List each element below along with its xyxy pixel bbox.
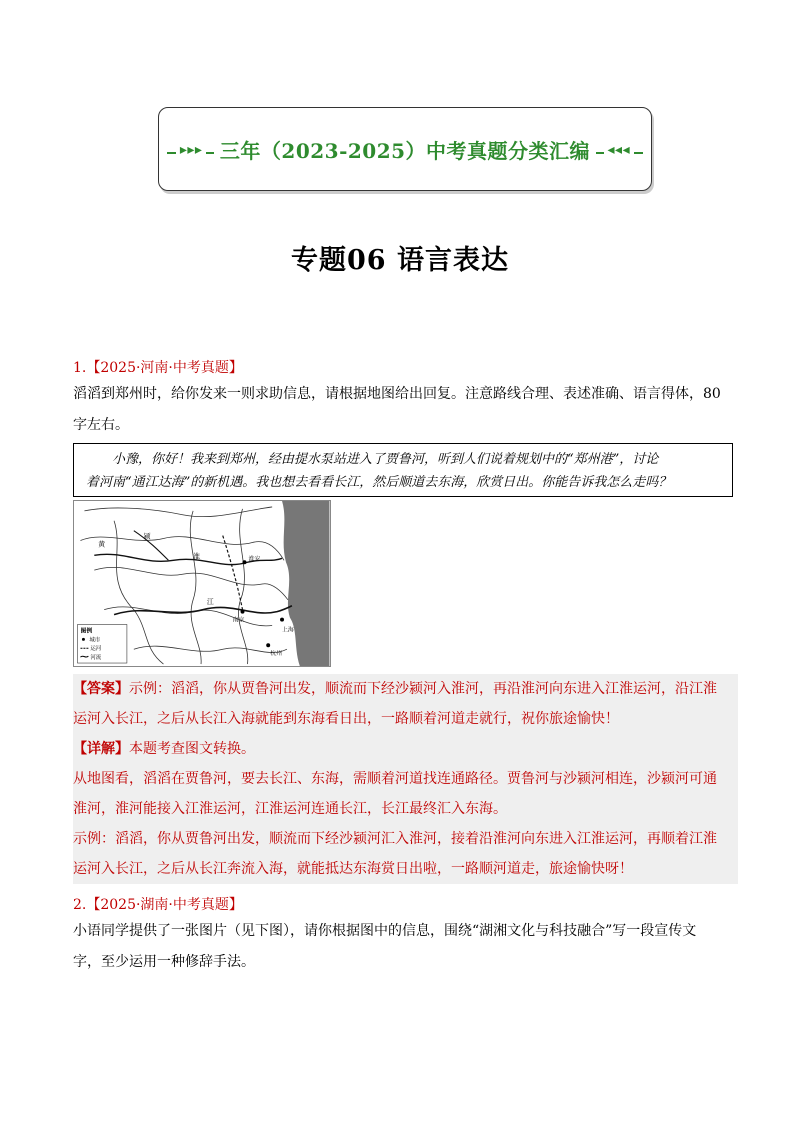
map-label-huang: 黄: [98, 540, 106, 549]
detail-line-3: 示例：滔滔，你从贾鲁河出发，顺流而下经沙颍河汇入淮河，接着沿淮河向东进入江淮运河，再顺着江淮: [73, 831, 717, 847]
legend-river: 河流: [90, 655, 102, 662]
city-dot: [266, 643, 270, 647]
banner-title: 三年（2023-2025）中考真题分类汇编: [214, 135, 596, 164]
answer-line-1: [73, 674, 738, 704]
question-1-heading: 1.【2025·河南·中考真题】: [73, 360, 243, 376]
question-2-prompt-line2: 字，至少运用一种修辞手法。: [73, 954, 255, 970]
arrow-left-icon: ◂◂◂: [604, 142, 635, 158]
map-label-jiang: 江: [206, 597, 214, 606]
question-1-prompt-line2: 字左右。: [73, 417, 129, 433]
map-label-huai: 淮: [193, 552, 201, 561]
question-2-heading: 2.【2025·湖南·中考真题】: [73, 897, 243, 913]
answer-line-2: 运河入长江，之后从长江入海就能到东海看日出，一路顺着河道走就行，祝你旅途愉快！: [73, 711, 619, 727]
quote-line2: 着河南“通江达海”的新机遇。我也想去看看长江，然后顺道去东海，欣赏日出。你能告诉我怎么走吗？: [86, 475, 672, 490]
map-label-hangzhou: 杭州: [270, 651, 283, 658]
river-map: [73, 500, 331, 667]
detail-tag: 【详解】: [73, 741, 129, 757]
detail-line-2: 淮河，淮河能接入江淮运河，江淮运河连通长江，长江最终汇入东海。: [73, 801, 507, 817]
page-title: 专题06 语言表达: [291, 245, 509, 276]
banner-title-row: [159, 135, 651, 164]
answer-tag: 【答案】: [73, 681, 129, 697]
question-1-prompt-line1: 滔滔到郑州时，给你发来一则求助信息，请根据地图给出回复。注意路线合理、表述准确、语言得体，80: [73, 386, 721, 402]
answer-section: [73, 674, 738, 884]
legend-canal: 运河: [90, 646, 102, 653]
legend-title: 图例: [80, 627, 93, 635]
question-2-prompt-line1: 小语同学提供了一张图片（见下图），请你根据图中的信息，围绕“湖湘文化与科技融合”写一段宣传文: [73, 923, 697, 939]
city-dot: [241, 610, 245, 614]
answer-text-1: 示例：滔滔，你从贾鲁河出发，顺流而下经沙颍河入淮河，再沿淮河向东进入江淮运河，沿江淮: [129, 681, 717, 697]
legend-city-icon: [82, 638, 85, 641]
detail-text-0: 本题考查图文转换。: [129, 741, 255, 757]
map-label-ying: 颍: [143, 532, 151, 541]
detail-line-1: 从地图看，滔滔在贾鲁河，要去长江、东海，需顺着河道找连通路径。贾鲁河与沙颍河相连，沙颍河可通: [73, 771, 717, 787]
quote-box: [73, 443, 733, 497]
map-label-huaian: 淮安: [248, 556, 261, 563]
city-dot: [280, 618, 284, 622]
map-label-nanjing: 南京: [232, 617, 245, 624]
header-banner: [158, 107, 652, 191]
city-dot: [243, 560, 247, 564]
quote-line1: 小豫，你好！我来到郑州，经由提水泵站进入了贾鲁河，听到人们说着规划中的“郑州港”，讨论: [112, 452, 659, 467]
arrow-right-icon: ▸▸▸: [176, 142, 207, 158]
map-label-shanghai: 上海: [282, 627, 294, 634]
legend-city: 城市: [89, 637, 101, 644]
detail-line-0: [73, 734, 738, 764]
detail-line-4: 运河入长江，之后从长江奔流入海，就能抵达东海赏日出啦，一路顺河道走，旅途愉快呀！: [73, 861, 633, 877]
